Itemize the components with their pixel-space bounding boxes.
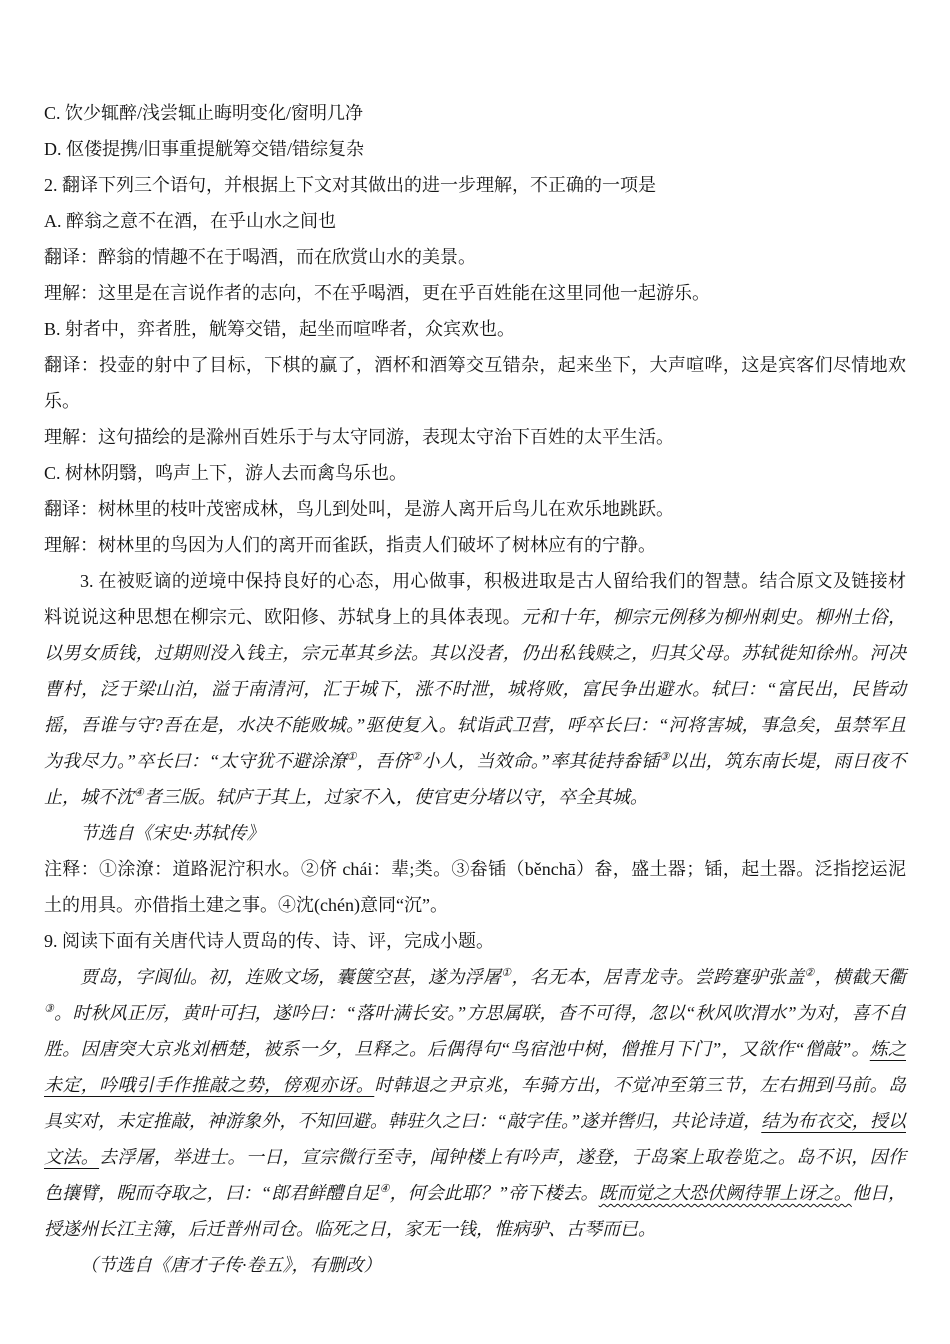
text-segment: 翻译：醉翁的情趣不在于喝酒，而在欣赏山水的美景。 bbox=[44, 247, 476, 267]
option-d-words bbox=[44, 131, 906, 167]
text-segment: 者三版。轼庐于其上，过家不入，使官吏分堵以守，卒全其城。 bbox=[143, 787, 648, 807]
text-segment: 去浮屠，举进士。一日，宣宗微行至寺，闻钟楼上有吟声，遂登，于岛案上取卷览之。岛不识，因作色攘臂，睨而夺取之，曰：“郎君鲜醴自足 bbox=[44, 1147, 906, 1203]
text-segment: C. 树林阴翳，鸣声上下，游人去而禽鸟乐也。 bbox=[44, 463, 408, 483]
text-segment: ，吾侪 bbox=[356, 751, 412, 771]
text-segment: 元和十年，柳宗元例移为柳州刺史。柳州土俗，以男女质钱，过期则没入钱主，宗元革其乡法。其以没者，仍出私钱赎之，归其父母。苏轼徙知徐州。河决曹村，泛于梁山泊，溢于南清河，汇于城下，涨不时泄，城将败，富民争出避水。轼曰：“富民出，民皆动摇，吾谁与守?吾在是，水决不能败城。”驱使复入。轼诣武卫营，呼卒长曰：“河将害城，事急矣，虽禁军且为我尽力。”卒长曰：“太守犹不避涂潦 bbox=[44, 607, 907, 771]
footnote-ref: ① bbox=[346, 751, 357, 763]
choice-c-sentence bbox=[44, 455, 906, 491]
footnote-ref: ① bbox=[501, 967, 512, 979]
footnote-ref: ④ bbox=[379, 1183, 390, 1195]
annotations bbox=[44, 851, 906, 923]
text-segment: C. 饮少辄醉/浅尝辄止晦明变化/窗明几净 bbox=[44, 103, 364, 123]
text-segment: 理解：这里是在言说作者的志向，不在乎喝酒，更在乎百姓能在这里同他一起游乐。 bbox=[44, 283, 710, 303]
choice-b-translation bbox=[44, 347, 906, 419]
text-segment: 。时秋风正厉，黄叶可扫，遂吟曰：“落叶满长安。”方思属联，杳不可得，忽以“秋风吹渭水”为对，喜不自胜。因唐突大京兆刘栖楚，被系一夕，旦释之。后偶得句“鸟宿池中树，僧推月下门”，又欲作“僧敲”。 bbox=[44, 1003, 906, 1059]
footnote-ref: ④ bbox=[134, 787, 144, 799]
text-segment: 理解：树林里的鸟因为人们的离开而雀跃，指责人们破坏了树林应有的宁静。 bbox=[44, 535, 656, 555]
text-segment: D. 伛偻提携/旧事重提觥筹交错/错综复杂 bbox=[44, 139, 364, 159]
text-segment: 2. 翻译下列三个语句，并根据上下文对其做出的进一步理解，不正确的一项是 bbox=[44, 175, 656, 195]
text-segment: 9. 阅读下面有关唐代诗人贾岛的传、诗、评，完成小题。 bbox=[44, 931, 494, 951]
choice-a-sentence bbox=[44, 203, 906, 239]
text-segment: 节选自《宋史·苏轼传》 bbox=[80, 823, 265, 843]
text-segment: 小人，当效命。”率其徒持畚锸 bbox=[421, 751, 660, 771]
text-segment: 时韩退之尹京兆，车骑方出，不觉冲至第三节，左右拥到马前。岛具实对，未定推敲，神游象外，不知回避。韩驻久之曰：“敲字佳。”遂并辔归，共论诗道， bbox=[44, 1075, 907, 1131]
text-segment: A. 醉翁之意不在酒，在乎山水之间也 bbox=[44, 211, 336, 231]
question-3-with-linked-material bbox=[44, 563, 906, 815]
text-segment: （节选自《唐才子传·卷五》，有删改） bbox=[80, 1255, 382, 1275]
question-2 bbox=[44, 167, 906, 203]
text-segment: 既而觉之大恐伏阙待罪上讶之。 bbox=[598, 1183, 852, 1203]
text-segment: 贾岛，字阆仙。初，连败文场，囊箧空甚，遂为浮屠 bbox=[80, 967, 502, 987]
source-songshi-sushizhuan bbox=[44, 815, 906, 851]
text-segment: 理解：这句描绘的是滁州百姓乐于与太守同游，表现太守治下百姓的太平生活。 bbox=[44, 427, 674, 447]
choice-c-translation bbox=[44, 491, 906, 527]
document-body bbox=[44, 95, 906, 1283]
text-segment: 翻译：投壶的射中了目标，下棋的赢了，酒杯和酒筹交互错杂，起来坐下，大声喧哗，这是宾客们尽情地欢乐。 bbox=[44, 355, 906, 411]
text-segment: ，何会此耶？”帝下楼去。 bbox=[389, 1183, 599, 1203]
choice-a-translation bbox=[44, 239, 906, 275]
option-c-words bbox=[44, 95, 906, 131]
text-segment: 炼之未定，吟哦引手作推敲之势，傍观亦讶。 bbox=[44, 1039, 906, 1095]
text-segment: 3. 在被贬谪的逆境中保持良好的心态，用心做事，积极进取是古人留给我们的智慧。结合原文及链接材料说说这种思想在柳宗元、欧阳修、苏轼身上的具体表现。 bbox=[44, 571, 906, 627]
choice-b-interpretation bbox=[44, 419, 906, 455]
choice-b-sentence bbox=[44, 311, 906, 347]
text-segment: 注释：①涂潦：道路泥泞积水。②侪 chái：辈;类。③畚锸（běnchā）畚，盛土器；锸，起土器。泛指挖运泥土的用具。亦借指土建之事。④沈(chén)意同“沉”。 bbox=[44, 859, 906, 915]
text-segment: 以出，筑东南长堤，雨日夜不止，城不沈 bbox=[44, 751, 906, 807]
text-segment: ，横截天衢 bbox=[814, 967, 907, 987]
jiadao-biography bbox=[44, 959, 906, 1247]
footnote-ref: ③ bbox=[44, 1003, 55, 1015]
text-segment: ，名无本，居青龙寺。尝跨蹇驴张盖 bbox=[511, 967, 805, 987]
footnote-ref: ② bbox=[411, 751, 422, 763]
text-segment: B. 射者中，弈者胜，觥筹交错，起坐而喧哗者，众宾欢也。 bbox=[44, 319, 516, 339]
choice-c-interpretation bbox=[44, 527, 906, 563]
text-segment: 他日，授遂州长江主簿，后迁普州司仓。临死之日，家无一钱，惟病驴、古琴而已。 bbox=[44, 1183, 907, 1239]
text-segment: 翻译：树林里的枝叶茂密成林，鸟儿到处叫，是游人离开后鸟儿在欢乐地跳跃。 bbox=[44, 499, 674, 519]
text-segment: 结为布衣交，授以文法。 bbox=[44, 1111, 906, 1167]
footnote-ref: ③ bbox=[659, 751, 670, 763]
footnote-ref: ② bbox=[804, 967, 815, 979]
source-tangcaizizhuan bbox=[44, 1247, 906, 1283]
question-9 bbox=[44, 923, 906, 959]
choice-a-interpretation bbox=[44, 275, 906, 311]
